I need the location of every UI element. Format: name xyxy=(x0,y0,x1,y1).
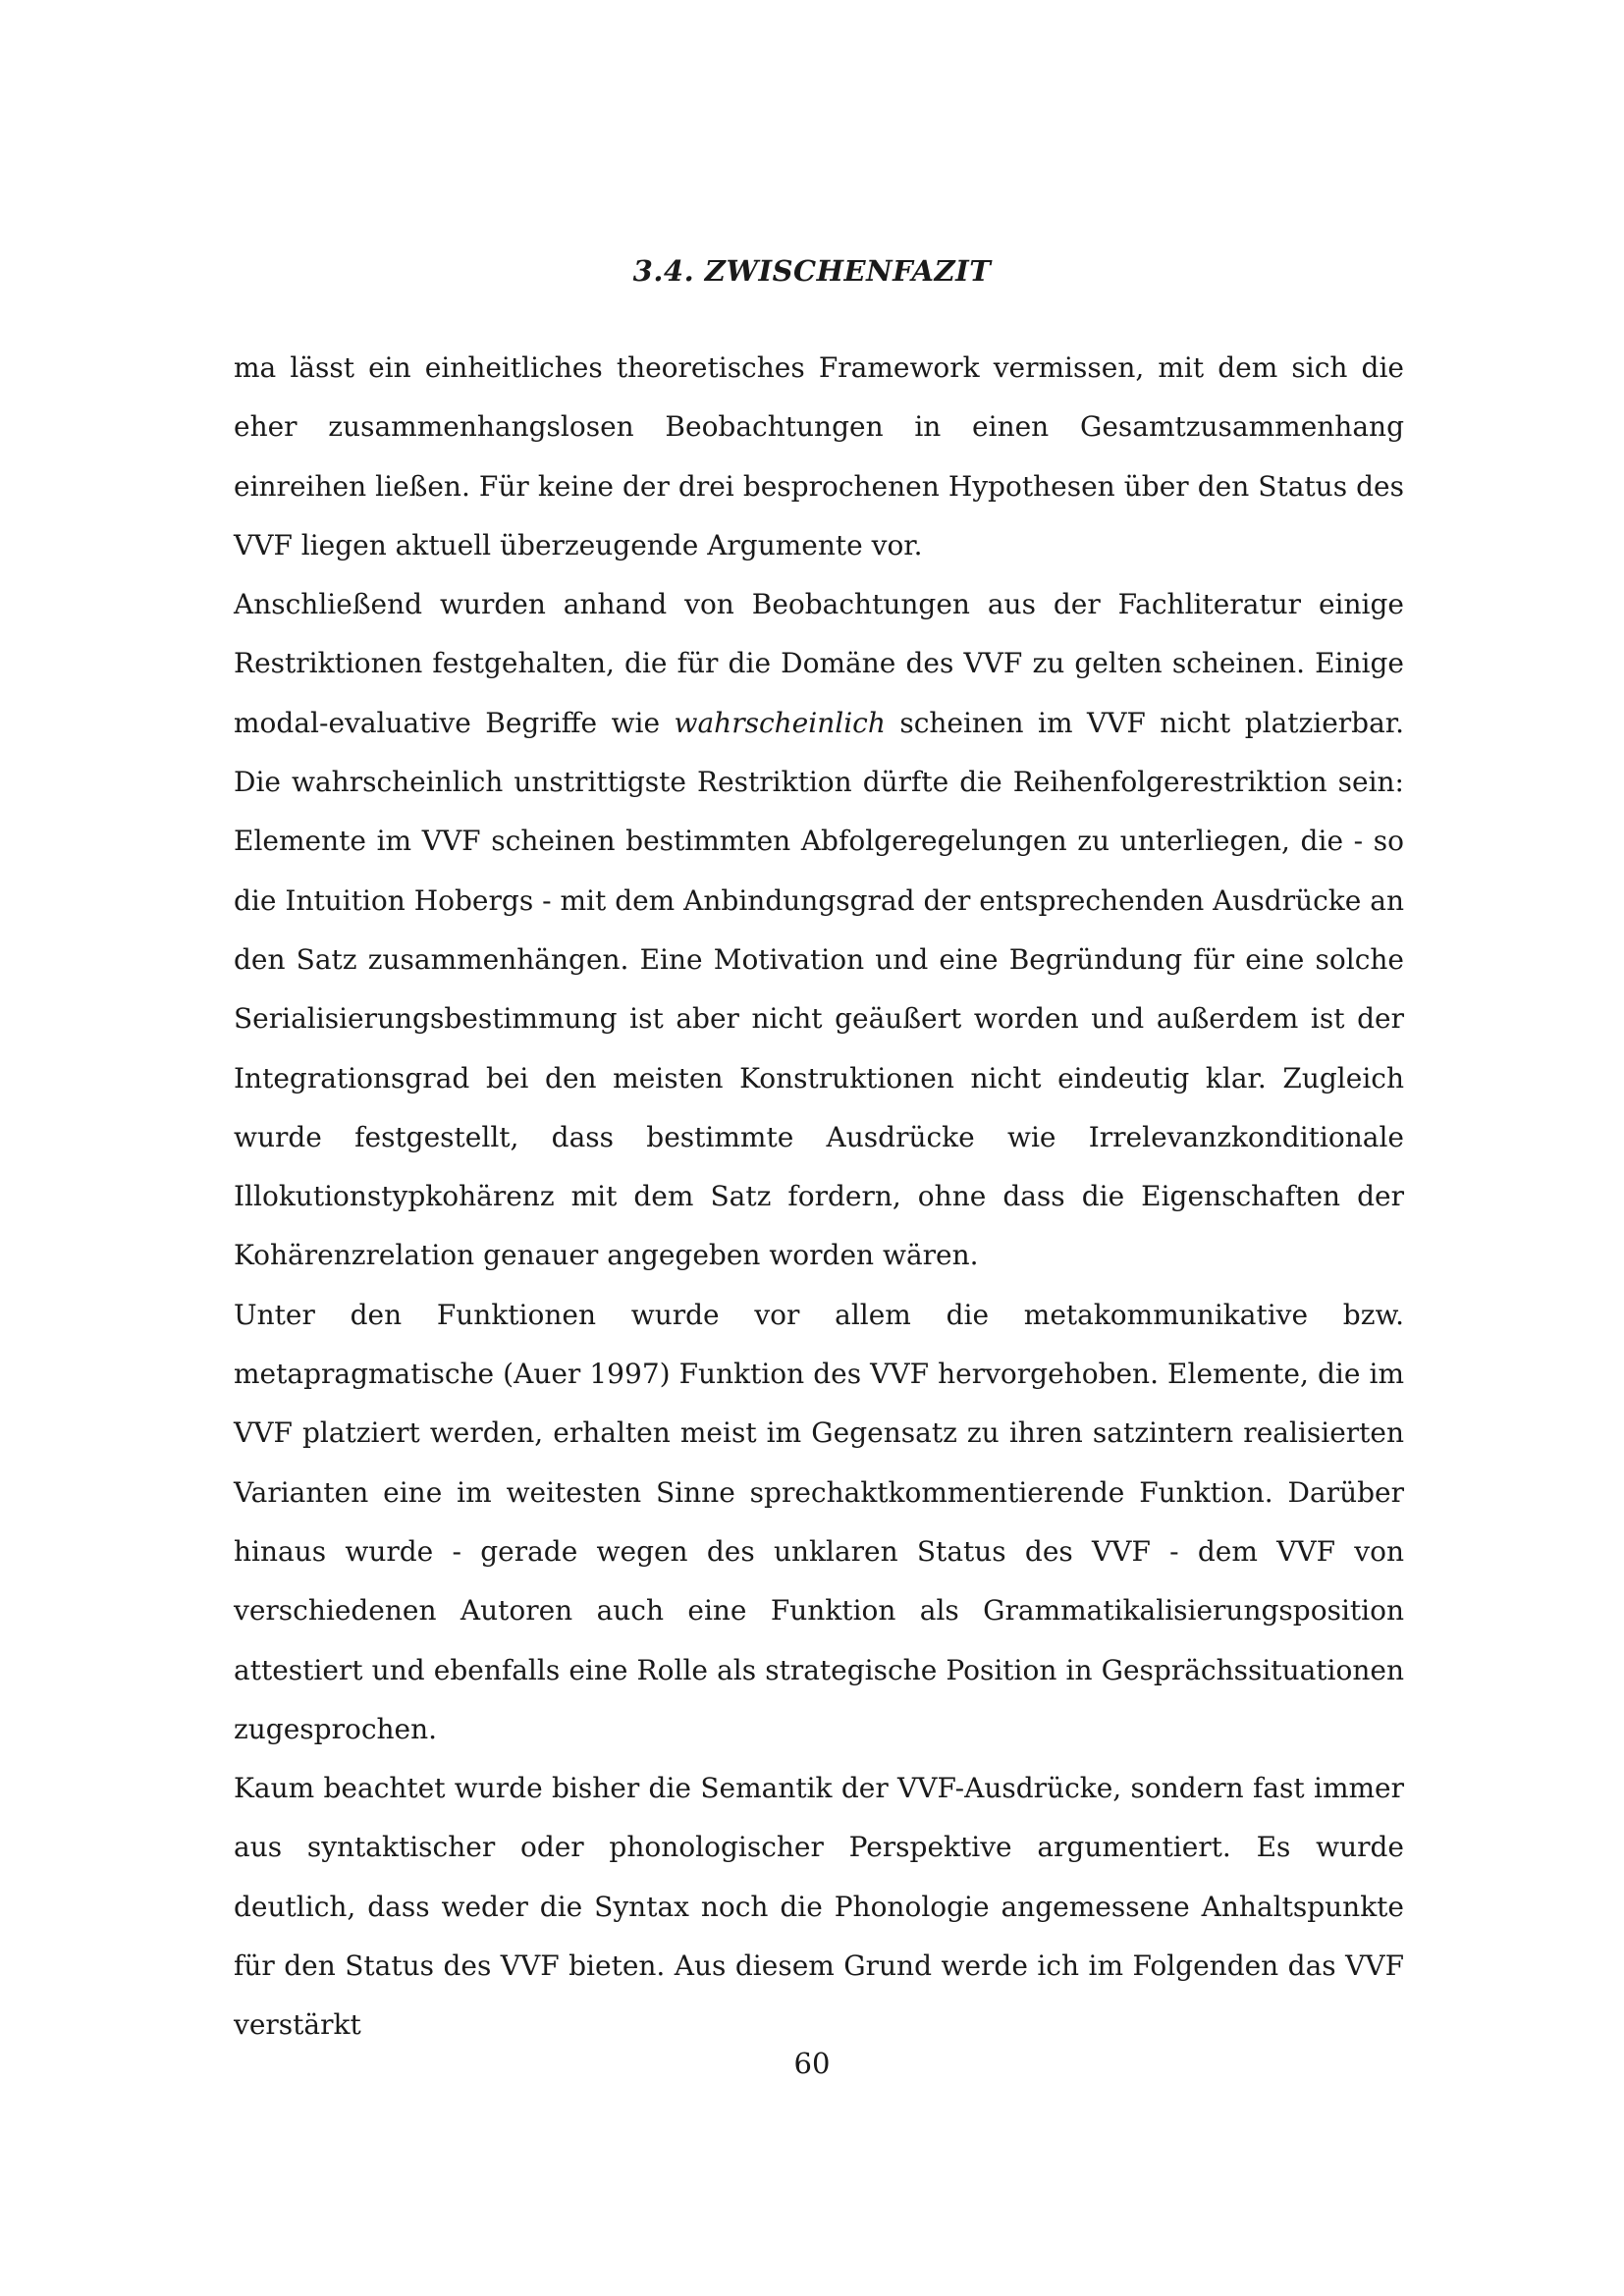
emphasis-term: wahrscheinlich xyxy=(674,706,886,739)
paragraph-2-text-after: scheinen im VVF nicht platzierbar. Die wahrscheinlich unstrittigste Restriktion dürfte die Reihenfolgerestriktion sein: Elemente im VVF scheinen bestimmten Abfolgeregelungen zu unterliegen, die - so die Intuition Hobergs - mit dem Anbindungsgrad der entsprechenden Ausdrücke an den Satz zusammenhängen. Eine Motivation und eine Begründung für eine solche Serialisierungsbestimmung ist aber nicht geäußert worden und außerdem ist der Integrationsgrad bei den meisten Konstruktionen nicht eindeutig klar. Zugleich wurde festgestellt, dass bestimmte Ausdrücke wie Irrelevanzkonditionale Illokutionstypkohärenz mit dem Satz fordern, ohne dass die Eigenschaften der Kohärenzrelation genauer angegeben worden wären. xyxy=(234,706,1404,1272)
paragraph-4: Kaum beachtet wurde bisher die Semantik der VVF-Ausdrücke, sondern fast immer aus syntaktischer oder phonologischer Perspektive argumentiert. Es wurde deutlich, dass weder die Syntax noch die Phonologie angemessene Anhaltspunkte für den Status des VVF bieten. Aus diesem Grund werde ich im Folgenden das VVF verstärkt xyxy=(234,1772,1404,2042)
paragraph-2 xyxy=(234,575,1404,1286)
paragraph-3: Unter den Funktionen wurde vor allem die metakommunikative bzw. metapragmatische (Auer 1997) Funktion des VVF hervorgehoben. Elemente, die im VVF platziert werden, erhalten meist im Gegensatz zu ihren satzintern realisierten Varianten eine im weitesten Sinne sprechaktkommentierende Funktion. Darüber hinaus wurde - gerade wegen des unklaren Status des VVF - dem VVF von verschiedenen Autoren auch eine Funktion als Grammatikalisierungsposition attestiert und ebenfalls eine Rolle als strategische Position in Gesprächssituationen zugesprochen. xyxy=(234,1298,1404,1745)
running-header: 3.4. ZWISCHENFAZIT xyxy=(632,254,992,288)
paragraph-1: ma lässt ein einheitliches theoretisches Framework vermissen, mit dem sich die eher zusammenhangslosen Beobachtungen in einen Gesamtzusammenhang einreihen ließen. Für keine der drei besprochenen Hypothesen über den Status des VVF liegen aktuell überzeugende Argumente vor. xyxy=(234,351,1404,561)
body-text xyxy=(234,339,1404,2056)
page-number: 60 xyxy=(793,2047,831,2080)
paragraph-2-text-before: Anschließend wurden anhand von Beobachtungen aus der Fachliteratur einige Restriktionen festgehalten, die für die Domäne des VVF zu gelten scheinen. Einige modal-evaluative Begriffe wie xyxy=(234,588,1404,739)
